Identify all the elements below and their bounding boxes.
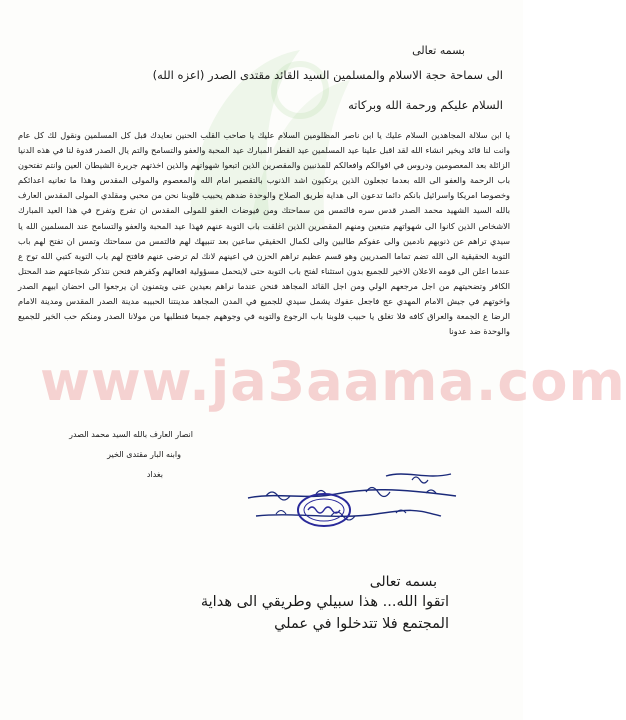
letter-basmala: بسمه تعالى (412, 44, 465, 57)
signature-line-2: وابنه البار مقتدى الخير (107, 450, 181, 459)
letter-addressee: الى سماحة حجة الاسلام والمسلمين السيد القائد مقتدى الصدر (اعزه الله) (152, 68, 503, 82)
quote-basmala: بسمه تعالى (369, 574, 437, 590)
watermark-text: www.ja3aama.com (40, 350, 626, 413)
quote-line-2: المجتمع فلا تتدخلوا في عملي (274, 616, 449, 632)
letter-greeting: السلام عليكم ورحمة الله وبركاته (348, 98, 503, 112)
signature-city: بغداد (146, 470, 163, 479)
office-seal-stamp (296, 492, 352, 528)
quote-line-1: اتقوا الله... هذا سبيلي وطريقي الى هداية (200, 594, 449, 610)
letter-body: يا ابن سلالة المجاهدين السلام عليك يا ابن ناصر المظلومين السلام عليك يا صاحب القلب الحنين نعايدك قبل كل المسلمين ونقول لك كل عام وانت لنا قائد وبخير انشاء الله لقد اقبل علينا عيد المسلمين عيد الفطر المبارك عيد المحبة والعفو والتسامح والتم يال الصدر قدوة لنا في هذه الدنيا الزائلة بعد المعصومين ودروس في اقوالكم وافعالكم للمذنبين والمقصرين الذين اتبعوا شهواتهم والذين اخذتهم جريرة الشيطان العين وانتم تفتحون باب الرحمة والعفو الى الله بعدما تجعلون الذين يرتكبون اشد الذنوب بالتقصير امام الله والمعصوم والمولى المقدس وهذا ما تعانيه اعدائكم وخصوصا امريكا واسرائيل بانكم دائما تدعون الى هداية طريق الصلاح والوحدة ضدهم يحبيب قلوبنا نحن من محبي ومقلدي المولى المقدس العارف بالله السيد الشهيد محمد الصدر قدس سره فالتمس من سماحتك ومن فيوضات العفو للمولى المقدس ان تفرج وتفرح في هذا العيد المبارك الاشخاص الذين كانوا الى شهواتهم متبعين ومنهم المقصرين الذين اغلقت باب التوبة عنهم فهذا عيد المحبة والعفو والتسامح عند المسلمين الله يا سيدي تراهم عن ذنوبهم نادمين والى عفوكم طالبين والى لكمال الحقيقي ساعين بعد تنبيهك لهم فالتمس من سماحتك وتمس ان تفتح لهم باب التوبة الحقيقية الى الله تضم تماما الصدريين وهو قسم عظيم تراهم الحزن في اعينهم لانك لم ترضى عنهم فافتح لهم باب التوبة كتبي الله توح ع عندما اعلن الى قومه الاعلان الاخير للجميع بدون استثناء لفتح باب التوبة حتى لايتحمل مسؤولية افعالهم وكفرهم فنحن نتذكر شجاعتهم ضد المحتل الكافر وتضحيتهم من اجل مرجعهم الولي ومن اجل القائد المجاهد فنحن عندما نراهم بعيدين عنى ويتمنون ان يرجعوا الى احضان ابيهم الصدر واخوتهم في جيش الامام المهدي عج فاجعل عفوك يشمل سيدي للجميع في المدن المجاهد مدينتنا الحبيبه مدينة الصدر المقدس ومدينة الامام الرضا ع الجمعة والعراق كافه فلا تغلق يا حبيب قلوبنا باب الرجوع والتوبه في وجوههم جميعا فنطلبها من مولانا الصدر ومنكم حب الخير للجميع والوحدة ضد عدونا (18, 130, 510, 337)
signature-line-1: انصار العارف بالله السيد محمد الصدر (69, 430, 193, 439)
